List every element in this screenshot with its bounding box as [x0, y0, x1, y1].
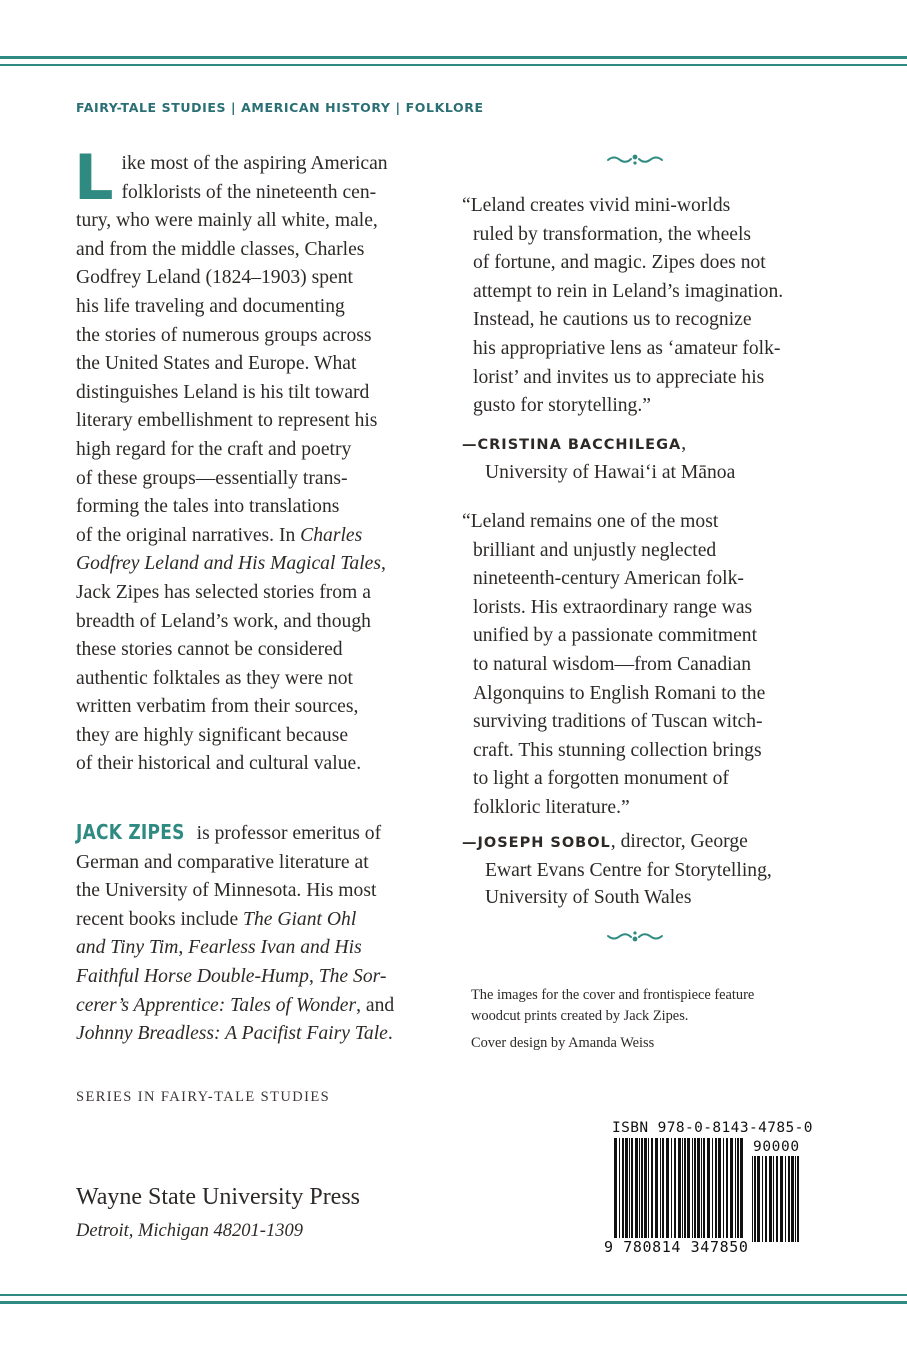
drop-cap: L: [74, 141, 114, 214]
desc-line: distinguishes Leland is his tilt toward: [76, 381, 370, 403]
bottom-rule-outer: [0, 1301, 907, 1304]
barcode-bar: [715, 1138, 717, 1238]
barcode-bar: [644, 1138, 647, 1238]
desc-line: of their historical and cultural value.: [76, 753, 362, 775]
barcode-bar: [697, 1138, 700, 1238]
review-attribution: —CRISTINA BACCHILEGA, University of Hawai‘i at Mānoa: [462, 433, 736, 483]
desc-line: Godfrey Leland (1824–1903) spent: [76, 267, 353, 289]
bottom-rule-inner: [0, 1294, 907, 1296]
desc-line: written verbatim from their sources,: [76, 696, 359, 718]
barcode-bar: [622, 1138, 624, 1238]
barcode-bar: [662, 1138, 664, 1238]
book-title-italic: Godfrey Leland and His Magical Tales: [76, 553, 381, 575]
barcode-bar: [795, 1156, 796, 1242]
isbn-label: ISBN 978-0-8143-4785-0: [612, 1120, 813, 1136]
top-rule-inner: [0, 64, 907, 66]
barcode-bar: [737, 1138, 739, 1238]
barcode-bar: [614, 1138, 617, 1238]
review-quote: “Leland creates vivid mini-worlds ruled by transformation, the wheels of fortune, and magic. Zipes does not attempt to rein in Leland’s imagination. Instead, he cautions us to recognize his appropriative lens as ‘amateur folk- lorist’ and invites us to appreciate his gusto for storytelling.”: [462, 195, 784, 417]
desc-line: they are highly significant because: [76, 724, 349, 746]
barcode-bar: [694, 1138, 696, 1238]
desc-line: the stories of numerous groups across: [76, 324, 372, 346]
barcode-bar: [625, 1138, 628, 1238]
book-description: [74, 141, 416, 779]
desc-line: of these groups—essentially trans-: [76, 467, 348, 489]
barcode-bar: [619, 1138, 620, 1238]
barcode-bar: [788, 1156, 790, 1242]
barcode-bar: [641, 1138, 643, 1238]
barcode-bar: [639, 1138, 640, 1238]
barcode-bar: [730, 1138, 733, 1238]
desc-line: and from the middle classes, Charles: [76, 238, 365, 260]
addon-barcode: [752, 1156, 802, 1242]
review-attribution: —JOSEPH SOBOL, director, George Ewart Evans Centre for Storytelling, University of South Wales: [462, 831, 772, 908]
reviewer-name: —CRISTINA BACCHILEGA: [462, 437, 682, 453]
desc-line: Godfrey Leland and His Magical Tales,: [76, 553, 386, 575]
desc-line: folklorists of the nineteenth cen-: [121, 181, 377, 203]
barcode-bar: [703, 1138, 705, 1238]
barcode-bar: [785, 1156, 786, 1242]
barcode-bar: [671, 1138, 672, 1238]
desc-line: ike most of the aspiring American: [121, 153, 388, 174]
book-title-italic: Charles: [300, 524, 363, 546]
desc-line: his life traveling and documenting: [76, 295, 345, 317]
author-bio: JACK ZIPES is professor emeritus of German and comparative literature at the University of Minnesota. His most recent books include The Giant Ohl and Tiny Tim, Fearless Ivan and His Faithful Horse Double-Hump, The Sor- cerer’s Apprentice: Tales of Wonder, and Johnny Breadless: A Pacifist Fairy Tale.: [76, 820, 395, 1045]
publisher-name: Wayne State University Press: [76, 1184, 361, 1210]
desc-line: forming the tales into translations: [76, 496, 340, 518]
barcode-bar: [752, 1156, 753, 1242]
barcode-bar: [762, 1156, 763, 1242]
barcode-bar: [684, 1138, 686, 1238]
desc-line: literary embellishment to represent his: [76, 410, 378, 432]
category-list: FAIRY-TALE STUDIES | AMERICAN HISTORY | FOLKLORE: [76, 100, 484, 115]
barcode-bar: [791, 1156, 794, 1242]
ean-barcode: [614, 1138, 746, 1242]
barcode-bar: [678, 1138, 681, 1238]
top-rule-outer: [0, 56, 907, 59]
barcode-bar: [655, 1138, 658, 1238]
reviewer-name: —JOSEPH SOBOL: [462, 835, 611, 851]
barcode-bar: [776, 1156, 778, 1242]
barcode-bar: [674, 1138, 676, 1238]
desc-line: high regard for the craft and poetry: [76, 438, 352, 460]
barcode-bar: [718, 1138, 721, 1238]
cover-credits: The images for the cover and frontispiece feature woodcut prints created by Jack Zipes. Cover design by Amanda Weiss: [471, 987, 755, 1051]
barcode-bar: [765, 1156, 767, 1242]
price-code: 90000: [753, 1139, 800, 1155]
barcode-bar: [726, 1138, 728, 1238]
barcode-bar: [635, 1138, 638, 1238]
desc-line: tury, who were mainly all white, male,: [76, 210, 378, 232]
barcode-bar: [651, 1138, 653, 1238]
barcode-bar: [773, 1156, 774, 1242]
barcode-bar: [682, 1138, 683, 1238]
barcode-bar: [631, 1138, 633, 1238]
barcode-bar: [780, 1156, 783, 1242]
desc-line: these stories cannot be considered: [76, 639, 343, 661]
scroll-flourish-icon: [606, 929, 664, 945]
desc-line: the United States and Europe. What: [76, 353, 357, 375]
barcode-bar: [648, 1138, 649, 1238]
series-name: SERIES IN FAIRY-TALE STUDIES: [76, 1089, 331, 1105]
barcode-bar: [769, 1156, 772, 1242]
barcode-bar: [754, 1156, 756, 1242]
scroll-flourish-icon: [606, 151, 664, 167]
barcode-bar: [707, 1138, 710, 1238]
barcode-bar: [723, 1138, 724, 1238]
barcode-bar: [757, 1156, 760, 1242]
author-name: JACK ZIPES: [76, 820, 185, 844]
barcode-bar: [797, 1156, 799, 1242]
barcode-bar: [712, 1138, 713, 1238]
desc-line: Jack Zipes has selected stories from a: [76, 581, 371, 603]
desc-line: breadth of Leland’s work, and though: [76, 610, 371, 632]
barcode-bar: [687, 1138, 690, 1238]
barcode-bar: [666, 1138, 669, 1238]
barcode-bar: [740, 1138, 743, 1238]
ean-digits: 9 780814 347850: [604, 1238, 749, 1256]
publisher-address: Detroit, Michigan 48201-1309: [76, 1221, 303, 1241]
review-quote: “Leland remains one of the most brilliant and unjustly neglected nineteenth-century American folk- lorists. His extraordinary range was unified by a passionate commitment to natural wisdom—from Canadian Algonquins to English Romani to the surviving traditions of Tuscan witch- craft. This stunning collection brings to light a forgotten monument of folkloric literature.”: [462, 511, 766, 818]
barcode-bar: [629, 1138, 630, 1238]
barcode-bar: [692, 1138, 693, 1238]
barcode-bar: [701, 1138, 702, 1238]
barcode-bar: [660, 1138, 661, 1238]
barcode-bar: [735, 1138, 736, 1238]
desc-line: of the original narratives. In Charles: [76, 524, 363, 546]
desc-line: authentic folktales as they were not: [76, 667, 353, 689]
